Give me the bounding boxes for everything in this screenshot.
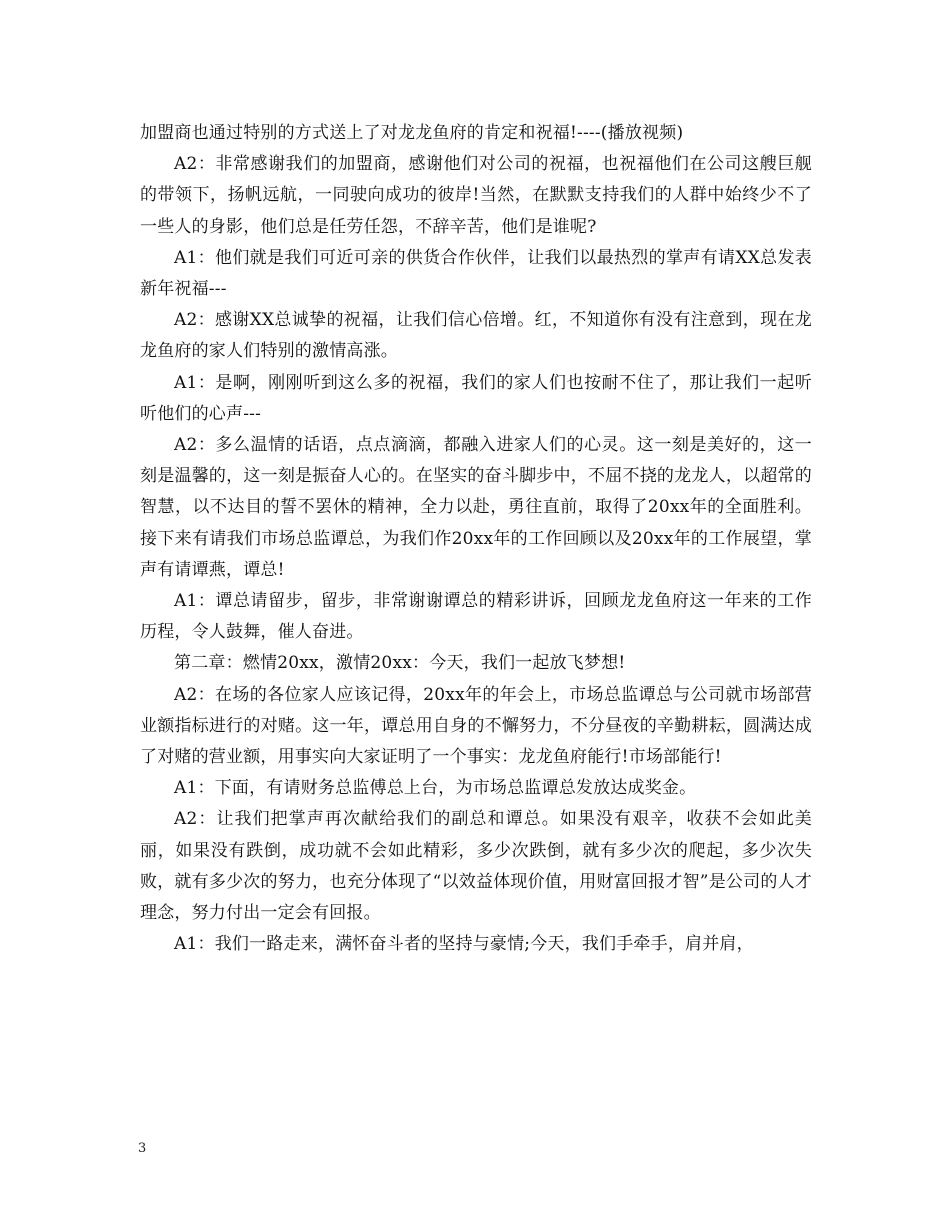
paragraph-5: A1：是啊，刚刚听到这么多的祝福，我们的家人们也按耐不住了，那让我们一起听听他们的心声--- (140, 372, 812, 424)
paragraph-2: A2：非常感谢我们的加盟商，感谢他们对公司的祝福，也祝福他们在公司这艘巨舰的带领下，扬帆远航，一同驶向成功的彼岸!当然，在默默支持我们的人群中始终少不了一些人的身影，他们总是任劳任怨，不辞辛苦，他们是谁呢? (140, 154, 812, 237)
paragraph-9: A2：在场的各位家人应该记得，20xx年的年会上，市场总监谭总与公司就市场部营业额指标进行的对赌。这一年，谭总用自身的不懈努力，不分昼夜的辛勤耕耘，圆满达成了对赌的营业额，用事实向大家证明了一个事实：龙龙鱼府能行!市场部能行! (140, 684, 812, 768)
paragraph-1: 加盟商也通过特别的方式送上了对龙龙鱼府的肯定和祝福!----(播放视频) (140, 123, 684, 143)
paragraph-3: A1：他们就是我们可近可亲的供货合作伙伴，让我们以最热烈的掌声有请XX总发表新年祝福--- (140, 247, 812, 300)
paragraph-7: A1：谭总请留步，留步，非常谢谢谭总的精彩讲诉，回顾龙龙鱼府这一年来的工作历程，令人鼓舞，催人奋进。 (140, 591, 812, 643)
paragraph-6: A2：多么温情的话语，点点滴滴，都融入进家人们的心灵。这一刻是美好的，这一刻是温馨的，这一刻是振奋人心的。在坚实的奋斗脚步中，不屈不挠的龙龙人，以超常的智慧，以不达目的誓不罢休的精神，全力以赴，勇往直前，取得了20xx年的全面胜利。接下来有请我们市场总监谭总，为我们作20xx年的工作回顾以及20xx年的工作展望，掌声有请谭燕，谭总! (140, 435, 812, 580)
paragraph-12: A1：我们一路走来，满怀奋斗者的坚持与豪情;今天，我们手牵手，肩并肩， (174, 934, 754, 955)
page-number: 3 (138, 1141, 147, 1156)
paragraph-10: A1：下面，有请财务总监傅总上台，为市场总监谭总发放达成奖金。 (174, 778, 697, 799)
paragraph-11: A2：让我们把掌声再次献给我们的副总和谭总。如果没有艰辛，收获不会如此美丽，如果没有跌倒，成功就不会如此精彩，多少次跌倒，就有多少次的爬起，多少次失败，就有多少次的努力，也充分体现了“以效益体现价值，用财富回报才智”是公司的人才理念，努力付出一定会有回报。 (140, 809, 812, 924)
chapter-heading: 第二章：燃情20xx，激情20xx：今天，我们一起放飞梦想! (174, 653, 626, 674)
paragraph-4: A2：感谢XX总诚挚的祝福，让我们信心倍增。红，不知道你有没有注意到，现在龙龙鱼府的家人们特别的激情高涨。 (140, 310, 812, 362)
document-body (140, 118, 812, 960)
